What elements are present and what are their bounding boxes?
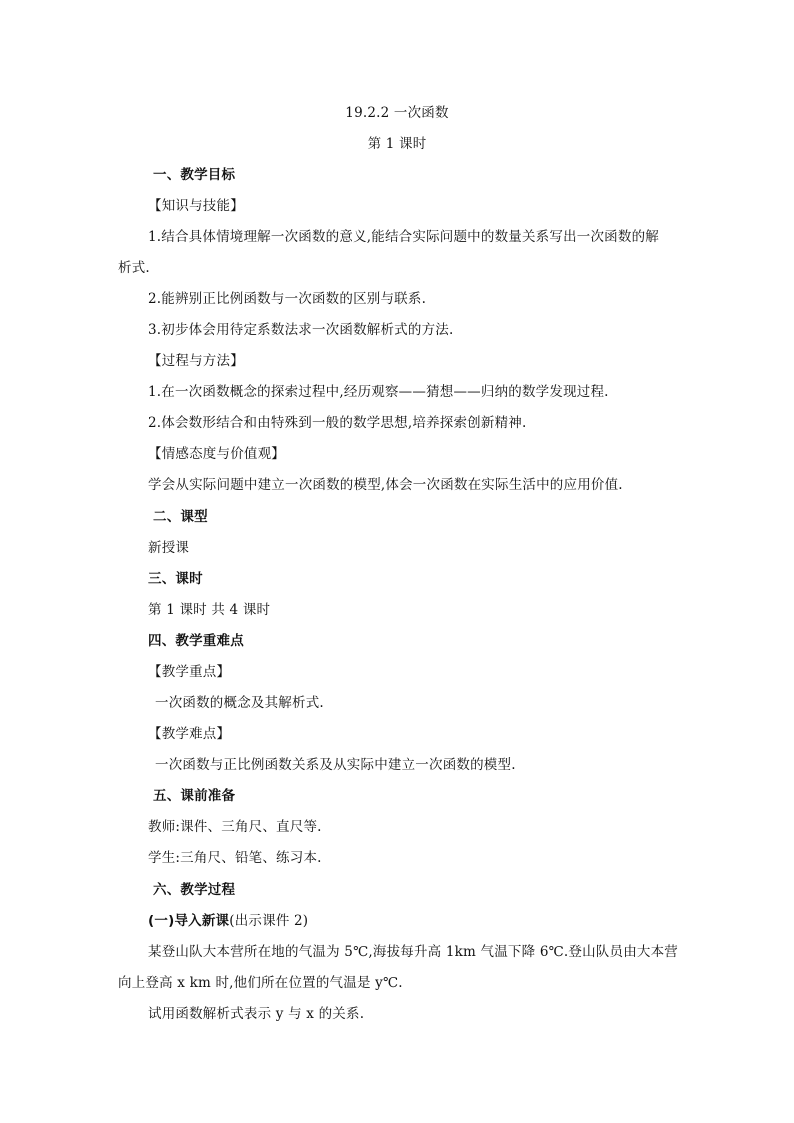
section-heading-key-difficult: 四、教学重难点 (148, 633, 244, 649)
intro-paragraph-line1: 某登山队大本营所在地的气温为 5℃,海拔每升高 1km 气温下降 6℃.登山队员由大本营 (148, 944, 678, 960)
process-methods-label: 【过程与方法】 (148, 353, 244, 369)
knowledge-item-1-line2: 析式. (118, 260, 150, 276)
key-points-text: 一次函数的概念及其解析式. (155, 695, 324, 711)
periods-text: 第 1 课时 共 4 课时 (148, 602, 271, 618)
section-heading-preparation: 五、课前准备 (153, 788, 236, 804)
emotion-values-label: 【情感态度与价值观】 (148, 446, 285, 462)
knowledge-skills-label: 【知识与技能】 (148, 198, 244, 214)
intro-paragraph-line2: 向上登高 x km 时,他们所在位置的气温是 y℃. (118, 975, 403, 991)
section-heading-periods: 三、课时 (148, 571, 203, 587)
student-preparation: 学生:三角尺、铅笔、练习本. (148, 850, 322, 866)
process-item-1: 1.在一次函数概念的探索过程中,经历观察——猜想——归纳的数学发现过程. (148, 384, 609, 400)
teacher-preparation: 教师:课件、三角尺、直尺等. (148, 819, 322, 835)
knowledge-item-3: 3.初步体会用待定系数法求一次函数解析式的方法. (148, 322, 454, 338)
section-heading-lesson-type: 二、课型 (153, 509, 208, 525)
knowledge-item-2: 2.能辨别正比例函数与一次函数的区别与联系. (148, 291, 427, 307)
document-title: 19.2.2 一次函数 (345, 105, 449, 121)
key-points-label: 【教学重点】 (148, 664, 231, 680)
section-heading-process: 六、教学过程 (153, 882, 236, 898)
intro-courseware-note: (出示课件 2) (229, 913, 309, 929)
lesson-type-text: 新授课 (148, 540, 190, 556)
difficult-points-label: 【教学难点】 (148, 726, 231, 742)
difficult-points-text: 一次函数与正比例函数关系及从实际中建立一次函数的模型. (155, 757, 516, 773)
intro-question: 试用函数解析式表示 y 与 x 的关系. (148, 1006, 365, 1022)
knowledge-item-1-line1: 1.结合具体情境理解一次函数的意义,能结合实际问题中的数量关系写出一次函数的解 (148, 229, 659, 245)
section-heading-goals: 一、教学目标 (153, 167, 236, 183)
emotion-item-1: 学会从实际问题中建立一次函数的模型,体会一次函数在实际生活中的应用价值. (148, 477, 623, 493)
process-item-2: 2.体会数形结合和由特殊到一般的数学思想,培养探索创新精神. (148, 415, 527, 431)
lesson-subtitle: 第 1 课时 (367, 136, 427, 152)
intro-new-lesson-title: (一)导入新课 (148, 913, 230, 929)
intro-new-lesson (148, 911, 308, 931)
